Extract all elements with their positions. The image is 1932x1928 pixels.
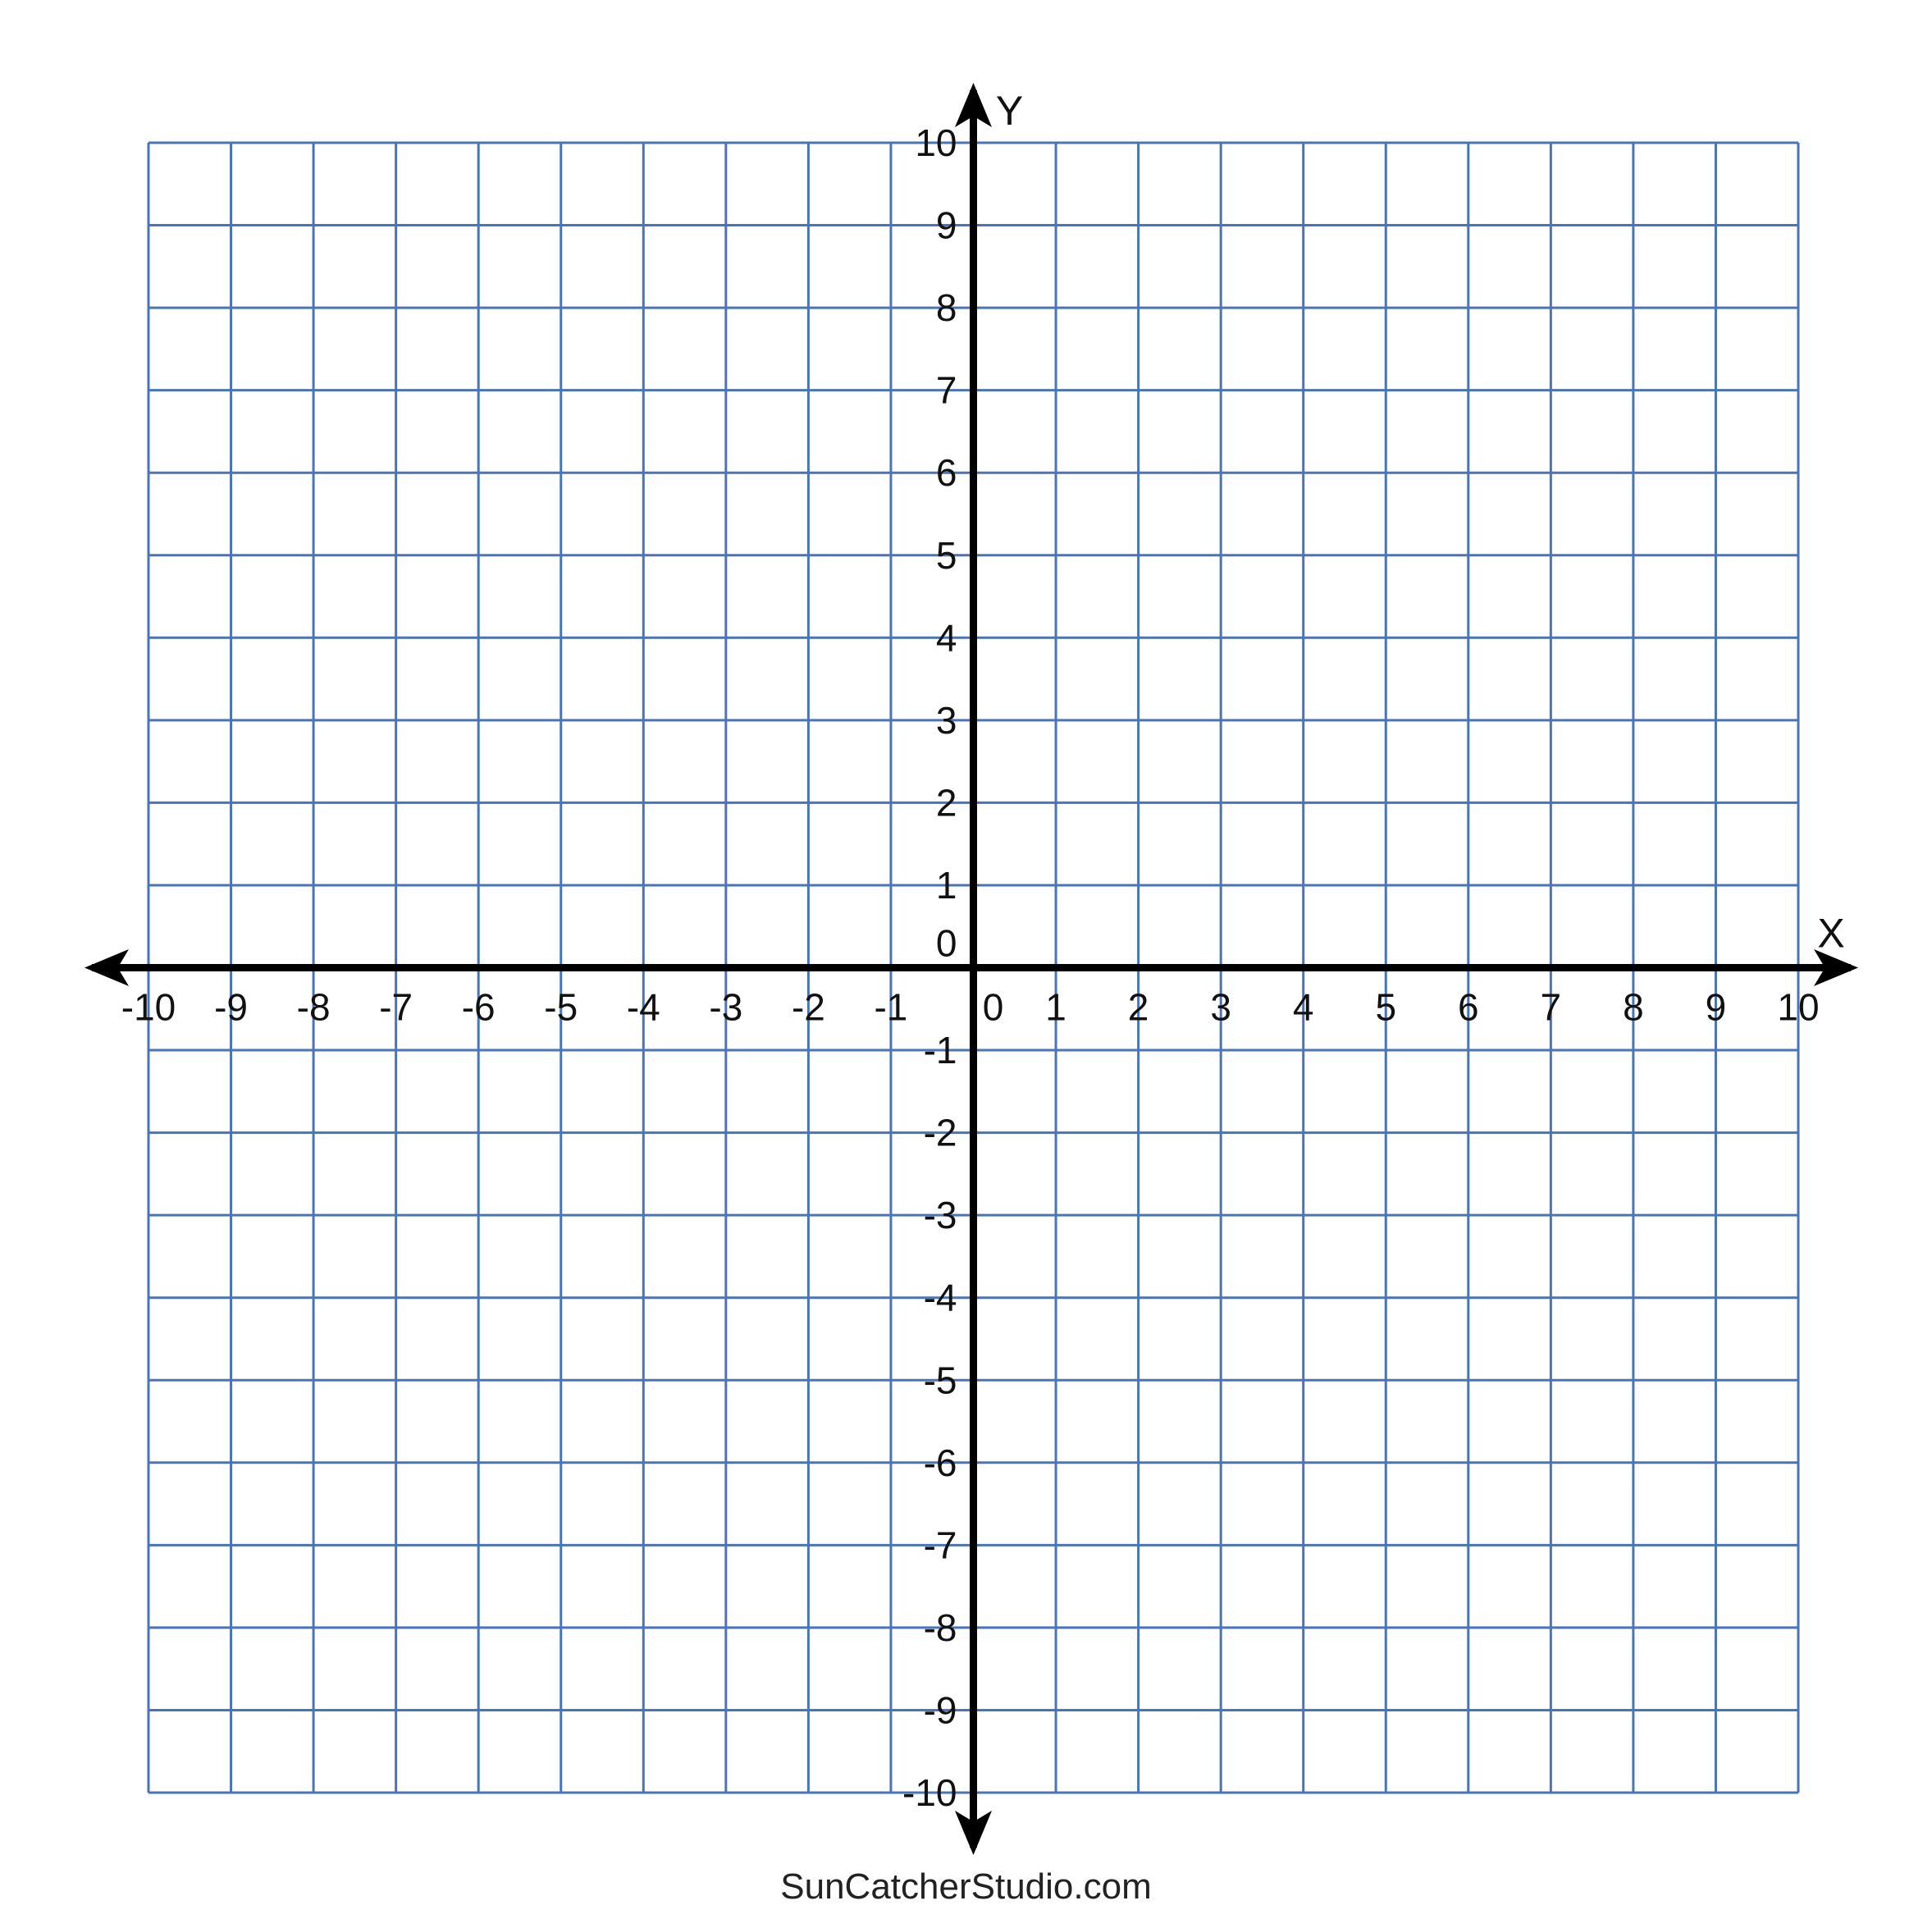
x-axis-label: X (1817, 910, 1845, 957)
y-tick-label: 7 (935, 368, 957, 412)
x-tick-label: -4 (626, 985, 660, 1029)
x-tick-label: 2 (1127, 985, 1149, 1029)
x-tick-label: -10 (121, 985, 176, 1029)
y-tick-label: 1 (935, 863, 957, 907)
y-tick-label: 0 (935, 921, 957, 965)
x-tick-label: -6 (461, 985, 496, 1029)
y-tick-label: 5 (935, 533, 957, 577)
y-tick-label: -10 (902, 1771, 957, 1814)
y-axis-label: Y (995, 88, 1024, 134)
y-tick-label: 3 (935, 698, 957, 742)
site-credit: SunCatcherStudio.com (780, 1866, 1152, 1907)
x-tick-label: 5 (1375, 985, 1397, 1029)
axis-labels (996, 88, 1845, 957)
x-tick-label: -3 (709, 985, 743, 1029)
x-tick-label: 4 (1292, 985, 1314, 1029)
y-tick-label: 9 (935, 203, 957, 247)
x-tick-label: -7 (379, 985, 413, 1029)
x-tick-label: 1 (1045, 985, 1066, 1029)
y-tick-label: -2 (923, 1111, 957, 1154)
x-tick-label: -2 (791, 985, 825, 1029)
y-tick-label: -1 (923, 1029, 957, 1072)
x-tick-label: -9 (214, 985, 249, 1029)
y-tick-label: 6 (935, 451, 957, 495)
y-tick-label: -4 (923, 1276, 957, 1319)
x-tick-label: -8 (296, 985, 331, 1029)
y-tick-label: 2 (935, 781, 957, 825)
x-tick-label: 8 (1623, 985, 1644, 1029)
y-tick-label: -8 (923, 1606, 957, 1649)
x-tick-label: 9 (1705, 985, 1727, 1029)
y-tick-label: -6 (923, 1441, 957, 1484)
x-tick-label: -5 (544, 985, 578, 1029)
y-tick-label: -5 (923, 1359, 957, 1402)
x-tick-label: 3 (1210, 985, 1231, 1029)
y-tick-label: -9 (923, 1688, 957, 1732)
y-tick-label: -7 (923, 1524, 957, 1567)
axes (92, 90, 1851, 1848)
y-tick-label: 8 (935, 286, 957, 330)
x-tick-label: 7 (1540, 985, 1562, 1029)
x-tick-label: -1 (874, 985, 908, 1029)
y-tick-label: 10 (915, 121, 957, 164)
y-tick-label: 4 (935, 616, 957, 660)
y-tick-label: -3 (923, 1194, 957, 1237)
x-tick-label: 0 (982, 985, 1004, 1029)
x-tick-label: 6 (1458, 985, 1479, 1029)
x-tick-label: 10 (1777, 985, 1820, 1029)
